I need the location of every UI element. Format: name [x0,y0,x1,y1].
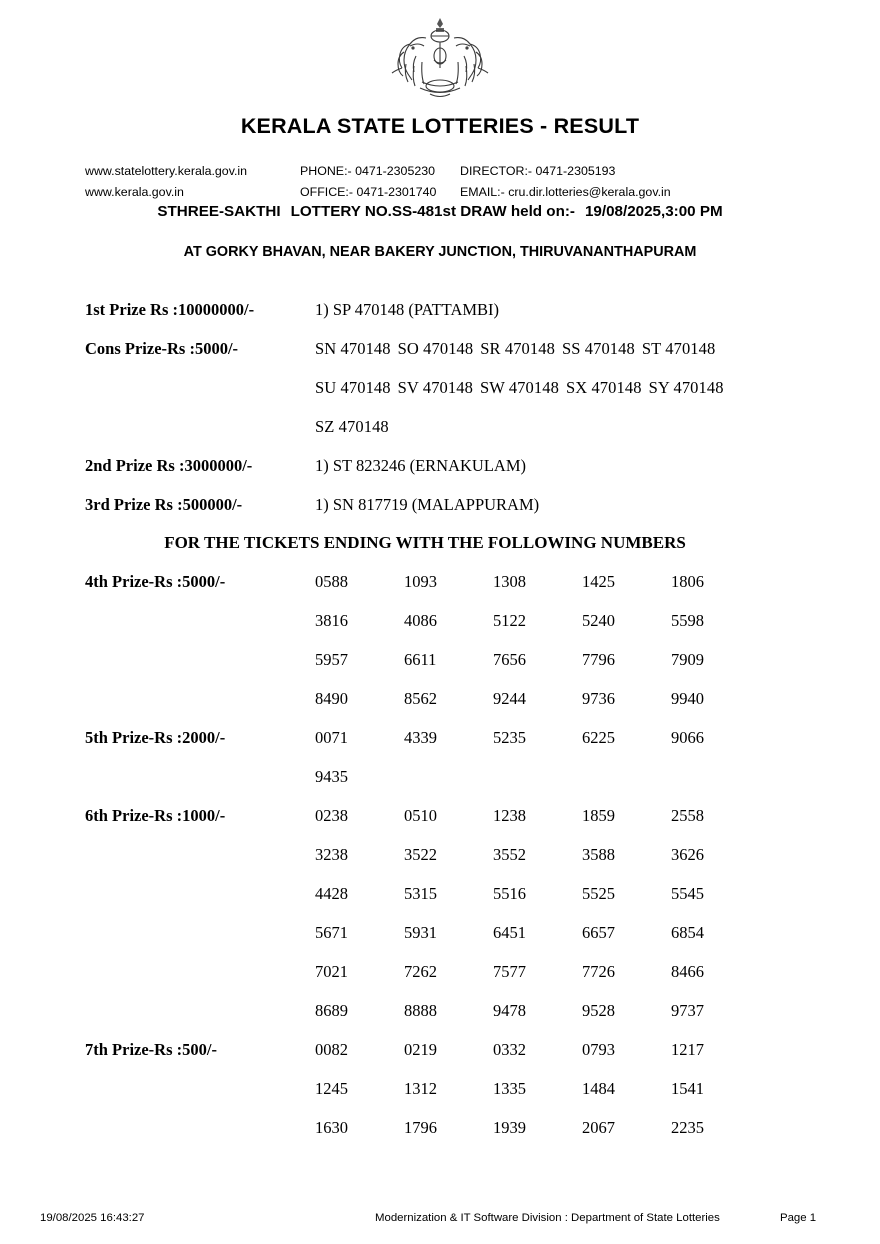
seventh-prize-numbers [315,1030,880,1147]
consolation-ticket: SY 470148 [648,378,724,397]
consolation-numbers [315,329,880,446]
prize-row-consolation [0,329,880,446]
number-cell: 5931 [404,923,437,942]
number-row [315,913,880,952]
sixth-prize-numbers [315,796,880,1030]
number-cell: 6225 [582,728,615,747]
fifth-prize-label: 5th Prize-Rs :2000/- [85,728,226,747]
number-row [315,562,880,601]
number-row [315,757,880,796]
number-cell: 9435 [315,767,348,786]
fourth-prize-label: 4th Prize-Rs :5000/- [85,572,226,591]
number-cell: 5315 [404,884,437,903]
number-cell: 5957 [315,650,348,669]
number-cell: 1238 [493,806,526,825]
number-cell: 4428 [315,884,348,903]
number-row [315,1069,880,1108]
number-cell: 5240 [582,611,615,630]
number-cell: 2235 [671,1118,704,1137]
page-title: KERALA STATE LOTTERIES - RESULT [240,114,640,138]
number-cell: 0793 [582,1040,615,1059]
number-cell: 1859 [582,806,615,825]
email-address: EMAIL:- cru.dir.lotteries@kerala.gov.in [460,185,671,199]
number-cell: 6611 [404,650,437,669]
number-cell: 7726 [582,962,615,981]
number-cell: 0219 [404,1040,437,1059]
consolation-row [315,407,880,446]
number-cell: 0510 [404,806,437,825]
number-cell: 8888 [404,1001,437,1020]
seventh-prize-label: 7th Prize-Rs :500/- [85,1040,217,1059]
website-primary: www.statelottery.kerala.gov.in [85,164,248,178]
consolation-ticket: SZ 470148 [315,417,389,436]
number-cell: 7021 [315,962,348,981]
number-cell: 3816 [315,611,348,630]
second-prize-label: 2nd Prize Rs :3000000/- [85,456,253,475]
contact-row-2 [85,182,785,203]
number-cell: 5545 [671,884,704,903]
consolation-ticket: SV 470148 [397,378,473,397]
number-cell: 1796 [404,1118,437,1137]
number-cell: 9528 [582,1001,615,1020]
number-cell: 8689 [315,1001,348,1020]
director-number: DIRECTOR:- 0471-2305193 [460,164,616,178]
number-cell: 1425 [582,572,615,591]
number-cell: 3626 [671,845,704,864]
number-cell: 9244 [493,689,526,708]
number-cell: 9940 [671,689,704,708]
consolation-prize-label: Cons Prize-Rs :5000/- [85,339,239,358]
number-row [315,1030,880,1069]
number-cell: 3552 [493,845,526,864]
number-row [315,1108,880,1147]
number-cell: 1312 [404,1079,437,1098]
number-row [315,796,880,835]
sixth-prize-label: 6th Prize-Rs :1000/- [85,806,226,825]
consolation-ticket: SU 470148 [315,378,391,397]
first-prize-label: 1st Prize Rs :10000000/- [85,300,255,319]
number-cell: 3238 [315,845,348,864]
number-cell: 1335 [493,1079,526,1098]
tickets-ending-heading: FOR THE TICKETS ENDING WITH THE FOLLOWING NUMBERS [164,533,686,552]
number-row [315,874,880,913]
number-cell: 7796 [582,650,615,669]
number-cell: 0588 [315,572,348,591]
footer-division: Modernization & IT Software Division : Department of State Lotteries [375,1212,720,1224]
number-cell: 0082 [315,1040,348,1059]
number-cell: 7262 [404,962,437,981]
footer-timestamp: 19/08/2025 16:43:27 [40,1212,145,1224]
number-cell: 5598 [671,611,704,630]
number-row [315,718,880,757]
prize-row-seventh [0,1030,880,1147]
office-number: OFFICE:- 0471-2301740 [300,185,437,199]
prize-row-fifth [0,718,880,796]
number-cell: 5235 [493,728,526,747]
consolation-ticket: SS 470148 [561,339,635,358]
venue-line: AT GORKY BHAVAN, NEAR BAKERY JUNCTION, THIRUVANANTHAPURAM [183,244,697,260]
second-prize-winner: 1) ST 823246 (ERNAKULAM) [315,456,526,475]
number-cell: 8562 [404,689,437,708]
consolation-ticket: SO 470148 [397,339,474,358]
number-cell: 7909 [671,650,704,669]
contact-row-1 [85,161,785,182]
number-cell: 7656 [493,650,526,669]
number-cell: 1217 [671,1040,704,1059]
phone-number: PHONE:- 0471-2305230 [300,164,436,178]
number-row [315,991,880,1030]
prize-row-fourth [0,562,880,718]
number-cell: 8466 [671,962,704,981]
number-cell: 1484 [582,1079,615,1098]
prize-row-second [0,446,880,485]
number-cell: 1939 [493,1118,526,1137]
number-cell: 8490 [315,689,348,708]
number-cell: 5516 [493,884,526,903]
number-cell: 9736 [582,689,615,708]
number-cell: 2067 [582,1118,615,1137]
number-cell: 5671 [315,923,348,942]
number-cell: 0332 [493,1040,526,1059]
number-cell: 1630 [315,1118,348,1137]
number-cell: 1093 [404,572,437,591]
number-cell: 6657 [582,923,615,942]
kerala-state-emblem-icon [386,12,494,104]
consolation-ticket: SR 470148 [480,339,555,358]
number-cell: 1245 [315,1079,348,1098]
website-secondary: www.kerala.gov.in [85,185,184,199]
prize-row-sixth [0,796,880,1030]
number-cell: 0071 [315,728,348,747]
consolation-ticket: SN 470148 [315,339,391,358]
emblem-container [0,12,880,109]
number-cell: 6854 [671,923,704,942]
number-cell: 3522 [404,845,437,864]
number-cell: 9737 [671,1001,704,1020]
number-cell: 4339 [404,728,437,747]
consolation-ticket: ST 470148 [641,339,716,358]
number-cell: 9066 [671,728,704,747]
number-cell: 3588 [582,845,615,864]
number-cell: 5122 [493,611,526,630]
consolation-ticket: SW 470148 [479,378,559,397]
number-row [315,601,880,640]
prize-row-first [0,290,880,329]
number-row [315,640,880,679]
fourth-prize-numbers [315,562,880,718]
consolation-row [315,368,880,407]
number-cell: 7577 [493,962,526,981]
draw-number-label: LOTTERY NO.SS-481st DRAW held on:- [290,203,575,220]
third-prize-winner: 1) SN 817719 (MALAPPURAM) [315,495,540,514]
draw-info-line [0,203,880,220]
first-prize-winner: 1) SP 470148 (PATTAMBI) [315,300,500,319]
fifth-prize-numbers [315,718,880,796]
number-row [315,952,880,991]
number-cell: 2558 [671,806,704,825]
draw-datetime: 19/08/2025,3:00 PM [584,203,723,220]
number-cell: 1541 [671,1079,704,1098]
number-row [315,679,880,718]
footer-page-number: Page 1 [780,1212,817,1224]
contact-info-block [85,161,785,203]
prize-row-third [0,485,880,524]
number-cell: 5525 [582,884,615,903]
page-footer [40,1212,840,1224]
number-cell: 9478 [493,1001,526,1020]
consolation-ticket: SX 470148 [565,378,642,397]
number-cell: 6451 [493,923,526,942]
lottery-name: STHREE-SAKTHI [157,203,281,220]
third-prize-label: 3rd Prize Rs :500000/- [85,495,243,514]
number-row [315,835,880,874]
prize-body [0,290,880,1147]
number-cell: 1806 [671,572,704,591]
number-cell: 4086 [404,611,437,630]
number-cell: 1308 [493,572,526,591]
consolation-row [315,329,880,368]
number-cell: 0238 [315,806,348,825]
